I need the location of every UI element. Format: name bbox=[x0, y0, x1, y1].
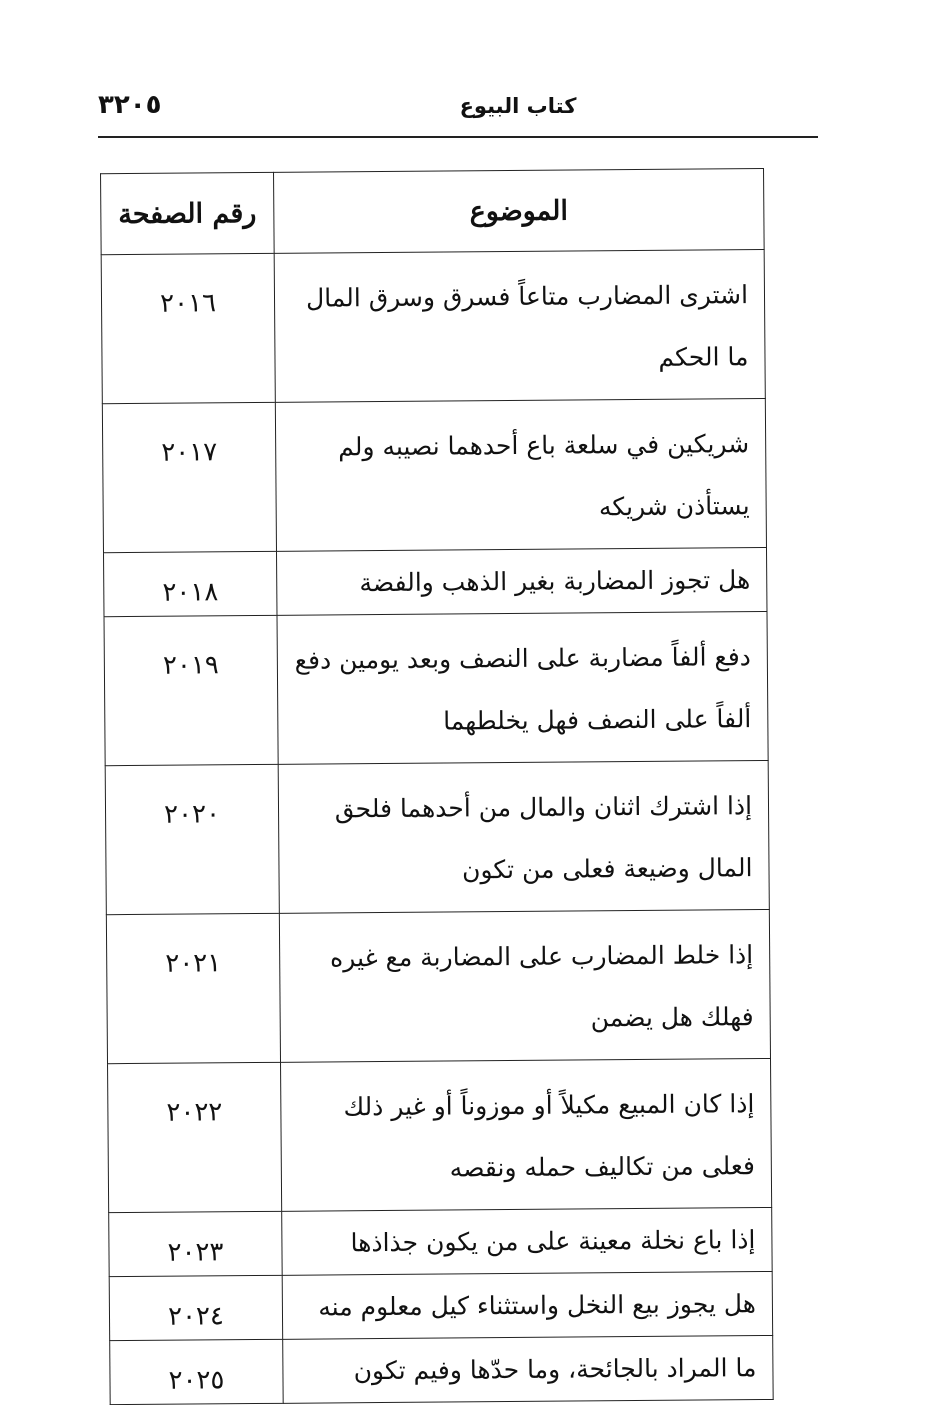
page-number-cell: ٢٠٢٤ bbox=[109, 1275, 282, 1340]
page-number-cell: ٢٠٢٠ bbox=[105, 764, 279, 914]
page-number-cell: ٢٠٢١ bbox=[106, 913, 280, 1063]
table-row bbox=[104, 611, 768, 765]
index-table bbox=[100, 168, 774, 1405]
table-row bbox=[108, 1058, 772, 1212]
topic-cell: هل تجوز المضاربة بغير الذهب والفضة bbox=[276, 547, 766, 615]
topic-cell: دفع ألفاً مضاربة على النصف وبعد يومين دفع ألفاً على النصف فهل يخلطهما bbox=[277, 611, 768, 764]
topic-cell: إذا كان المبيع مكيلاً أو موزوناً أو غير ذلك فعلى من تكاليف حمله ونقصه bbox=[281, 1058, 772, 1211]
page-number-cell: ٢٠١٨ bbox=[104, 551, 277, 616]
topic-cell: شريكين في سلعة باع أحدهما نصيبه ولم يستأذن شريكه bbox=[275, 398, 766, 551]
page-column-header: رقم الصفحة bbox=[101, 172, 275, 254]
topic-cell: هل يجوز بيع النخل واستثناء كيل معلوم منه bbox=[282, 1271, 772, 1339]
table-header-row bbox=[101, 169, 765, 255]
topic-cell: اشترى المضارب متاعاً فسرق وسرق المال ما الحكم bbox=[274, 250, 765, 403]
topic-cell: إذا باع نخلة معينة على من يكون جذاذها bbox=[282, 1207, 772, 1275]
topic-column-header: الموضوع bbox=[274, 169, 765, 254]
topic-cell: إذا خلط المضارب على المضاربة مع غيره فهلك هل يضمن bbox=[279, 909, 770, 1062]
table-row bbox=[105, 760, 769, 914]
topic-cell: ما المراد بالجائحة، وما حدّها وفيم تكون bbox=[283, 1335, 773, 1403]
page-number-cell: ٢٠١٩ bbox=[104, 615, 278, 765]
page-number: ٣٢٠٥ bbox=[98, 90, 162, 120]
table-row bbox=[109, 1207, 772, 1276]
topic-cell: إذا اشترك اثنان والمال من أحدهما فلحق المال وضيعة فعلى من تكون bbox=[278, 760, 769, 913]
page-number-cell: ٢٠١٦ bbox=[101, 253, 275, 403]
page-header bbox=[98, 88, 818, 138]
table-row bbox=[106, 909, 770, 1063]
table-row bbox=[109, 1271, 772, 1340]
table-row bbox=[101, 250, 765, 404]
page-number-cell: ٢٠٢٣ bbox=[109, 1211, 282, 1276]
table-row bbox=[110, 1335, 773, 1404]
page-number-cell: ٢٠١٧ bbox=[102, 402, 276, 552]
table-row bbox=[104, 547, 767, 616]
book-title: كتاب البيوع bbox=[459, 94, 577, 118]
page-number-cell: ٢٠٢٢ bbox=[108, 1062, 282, 1212]
table-row bbox=[102, 398, 766, 552]
page-number-cell: ٢٠٢٥ bbox=[110, 1339, 283, 1404]
